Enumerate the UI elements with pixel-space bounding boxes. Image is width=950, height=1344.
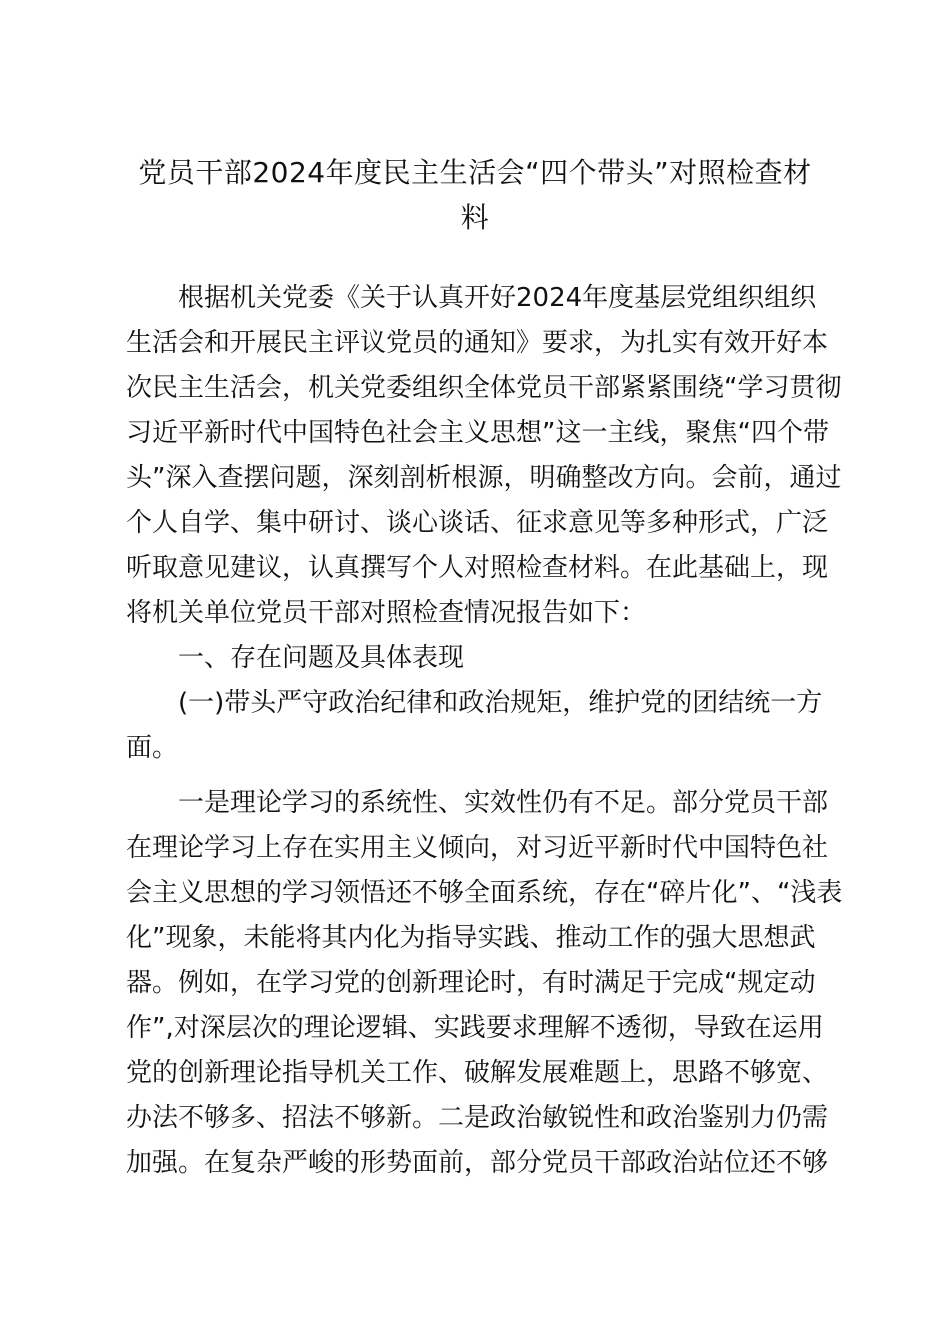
- document-title: [110, 150, 840, 240]
- paragraph-line: 会主义思想的学习领悟还不够全面系统，存在“碎片化”、“浅表: [126, 878, 843, 908]
- paragraph-line: 在理论学习上存在实用主义倾向，对习近平新时代中国特色社: [126, 833, 829, 863]
- paragraph-line: 一是理论学习的系统性、实效性仍有不足。部分党员干部: [178, 788, 829, 818]
- intro-line: 将机关单位党员干部对照检查情况报告如下：: [126, 598, 647, 628]
- intro-line: 听取意见建议，认真撰写个人对照检查材料。在此基础上，现: [126, 553, 829, 583]
- paragraph-line: 党的创新理论指导机关工作、破解发展难题上，思路不够宽、: [126, 1058, 829, 1088]
- intro-line: 根据机关党委《关于认真开好2024年度基层党组织组织: [178, 283, 817, 313]
- intro-line: 个人自学、集中研讨、谈心谈话、征求意见等多种形式，广泛: [126, 508, 829, 538]
- intro-line: 次民主生活会，机关党委组织全体党员干部紧紧围绕“学习贯彻: [126, 373, 842, 403]
- paragraph-line: 化”现象，未能将其内化为指导实践、推动工作的强大思想武: [126, 923, 816, 953]
- intro-line: 生活会和开展民主评议党员的通知》要求，为扎实有效开好本: [126, 328, 829, 358]
- subsection-heading-line: 面。: [126, 733, 179, 763]
- paragraph-line: 办法不够多、招法不够新。二是政治敏锐性和政治鉴别力仍需: [126, 1103, 829, 1133]
- title-line: 料: [460, 201, 490, 234]
- title-line: 党员干部2024年度民主生活会“四个带头”对照检查材: [138, 156, 812, 189]
- intro-line: 习近平新时代中国特色社会主义思想”这一主线，聚焦“四个带: [126, 418, 829, 448]
- subsection-heading-line: (一)带头严守政治纪律和政治规矩，维护党的团结统一方: [178, 688, 823, 718]
- paragraph-line: 器。例如，在学习党的创新理论时，有时满足于完成“规定动: [126, 968, 816, 998]
- intro-line: 头”深入查摆问题，深刻剖析根源，明确整改方向。会前，通过: [126, 463, 842, 493]
- section-heading: 一、存在问题及具体表现: [178, 643, 465, 673]
- paragraph-line: 加强。在复杂严峻的形势面前，部分党员干部政治站位还不够: [126, 1148, 829, 1178]
- paragraph-line: 作”,对深层次的理论逻辑、实践要求理解不透彻，导致在运用: [126, 1013, 824, 1043]
- document-body: [126, 276, 843, 1186]
